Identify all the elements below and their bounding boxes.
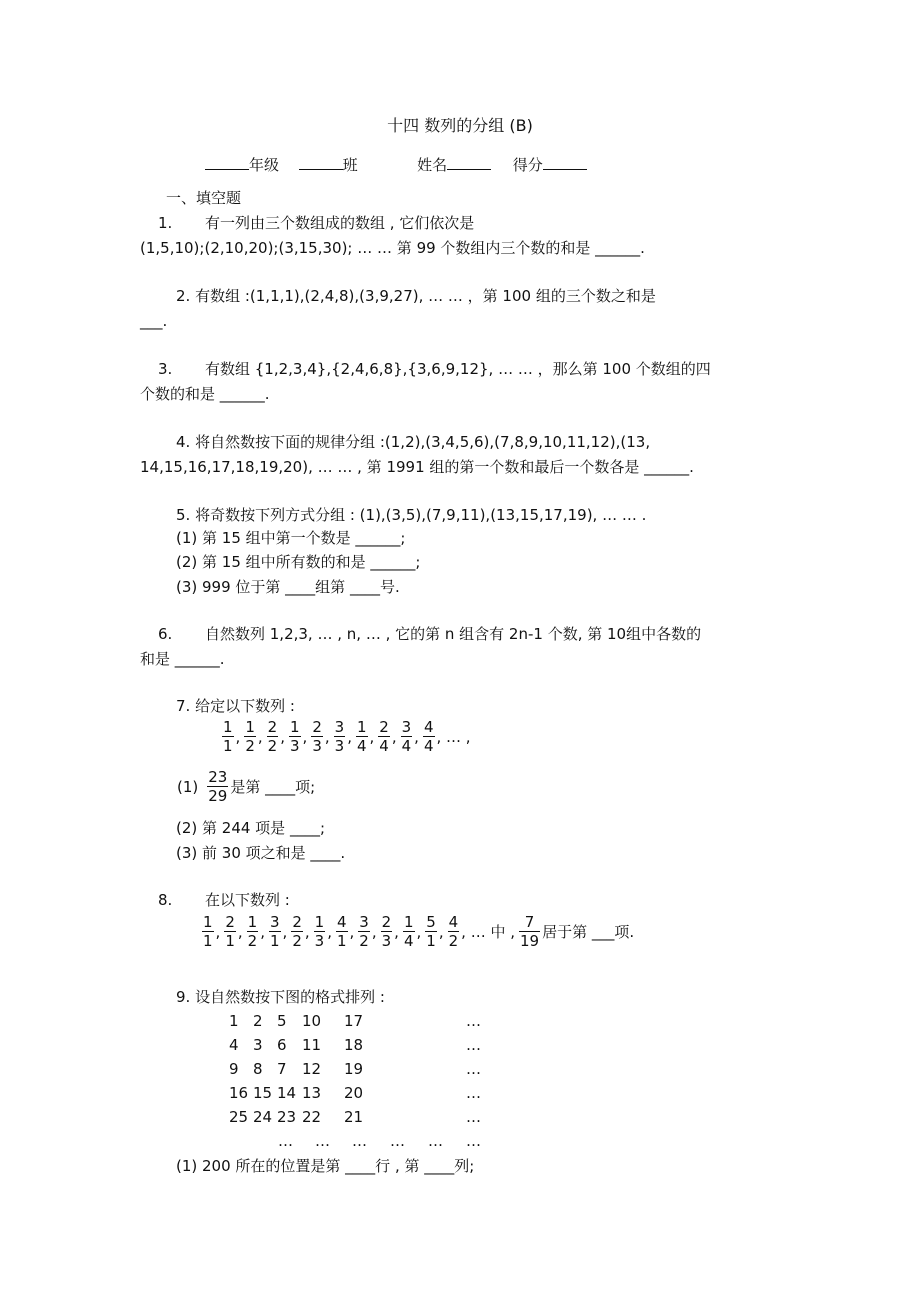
q7-fraction-sequence	[221, 718, 474, 755]
sequence-comma: ,	[282, 922, 288, 941]
q7-term-fraction	[401, 718, 413, 755]
grid-cell: 11	[302, 1036, 322, 1054]
grid-cell: 9	[229, 1060, 239, 1078]
q6-line1: 自然数列 1,2,3, … , n, … , 它的第 n 组含有 2n-1 个数, 第 10组中各数的	[205, 625, 702, 643]
fraction-numerator: 1	[289, 718, 300, 736]
q8-term-fraction	[381, 913, 393, 950]
grid-cell: 25	[229, 1108, 249, 1126]
grid-cell: 20	[344, 1084, 364, 1102]
sequence-comma: ,	[327, 922, 332, 941]
grid-cell: 24	[253, 1108, 273, 1126]
fraction-numerator: 1	[203, 913, 213, 931]
q8-number: 8.	[158, 891, 173, 909]
q7-term-fraction	[423, 718, 435, 755]
sequence-comma: ,	[391, 727, 397, 746]
sequence-comma: ,	[260, 922, 265, 941]
grid-cell: 13	[302, 1084, 322, 1102]
fraction-denominator: 4	[379, 737, 389, 755]
fraction-denominator: 2	[247, 932, 258, 950]
sequence-comma: ,	[369, 727, 375, 746]
fraction-denominator: 1	[225, 932, 235, 950]
fraction-numerator: 3	[401, 718, 412, 736]
q8-term-fraction	[224, 913, 236, 950]
grid-cell: 15	[253, 1084, 273, 1102]
q8-target-fraction	[519, 913, 540, 950]
fraction-denominator: 3	[381, 932, 392, 950]
q7-term-fraction	[356, 718, 368, 755]
fraction-denominator: 3	[312, 737, 322, 755]
sequence-comma: ,	[257, 727, 263, 746]
grid-bottom-ellipsis: …	[278, 1132, 293, 1150]
q8-sequence-mid: , … 中 ,	[461, 923, 515, 941]
sequence-comma: ,	[280, 727, 285, 746]
score-blank[interactable]	[543, 154, 587, 170]
fraction-denominator: 4	[356, 737, 367, 755]
q7-term-fraction	[267, 718, 279, 755]
section-heading: 一、填空题	[166, 189, 242, 207]
q6-number: 6.	[158, 625, 173, 643]
sequence-comma: ,	[237, 922, 243, 941]
q8-sequence-end: 居于第 ___项.	[542, 923, 635, 941]
fraction-denominator: 2	[359, 932, 369, 950]
fraction-numerator: 2	[267, 718, 278, 736]
grid-row-ellipsis: …	[466, 1084, 481, 1102]
fraction-denominator: 3	[289, 737, 300, 755]
fraction-denominator: 1	[426, 932, 436, 950]
fraction-denominator: 3	[314, 932, 325, 950]
name-blank[interactable]	[447, 154, 491, 170]
q3-line1: 有数组 {1,2,3,4},{2,4,6,8},{3,6,9,12}, … … ，那么第 100 个数组的四	[205, 360, 711, 378]
fraction-numerator: 1	[245, 718, 255, 736]
sequence-comma: ,	[371, 922, 377, 941]
fraction-numerator: 4	[336, 913, 347, 931]
q8-term-fraction	[202, 913, 214, 950]
sequence-comma: ,	[394, 922, 399, 941]
fraction-denominator: 1	[223, 737, 233, 755]
fraction-denominator: 1	[336, 932, 347, 950]
grid-cell: 10	[302, 1012, 322, 1030]
q8-fraction-sequence	[201, 913, 637, 950]
q9-number-grid	[0, 1011, 920, 1171]
grid-cell: 23	[277, 1108, 297, 1126]
q9-sub1: (1) 200 所在的位置是第 ____行 , 第 ____列;	[176, 1157, 475, 1175]
q7-term-fraction	[311, 718, 323, 755]
grid-cell: 4	[229, 1036, 239, 1054]
grid-cell: 6	[277, 1036, 287, 1054]
fraction-denominator: 4	[401, 737, 412, 755]
grid-cell: 17	[344, 1012, 364, 1030]
q7-term-fraction	[289, 718, 301, 755]
grade-blank[interactable]	[205, 154, 249, 170]
fraction-numerator: 1	[356, 718, 367, 736]
q1-line1: 有一列由三个数组成的数组 , 它们依次是	[205, 214, 475, 232]
q7-sub1-text: 是第 ____项;	[230, 778, 316, 796]
q7-line1: 7. 给定以下数列 :	[176, 697, 295, 715]
grid-cell: 21	[344, 1108, 364, 1126]
sequence-comma: ,	[438, 922, 444, 941]
grid-cell: 1	[229, 1012, 239, 1030]
grid-row-ellipsis: …	[466, 1060, 481, 1078]
q8-term-fraction	[425, 913, 437, 950]
sequence-comma: ,	[215, 922, 221, 941]
fraction-numerator: 4	[448, 913, 459, 931]
q9-line1: 9. 设自然数按下图的格式排列 :	[176, 988, 385, 1006]
fraction-numerator: 3	[269, 913, 280, 931]
class-blank[interactable]	[299, 154, 343, 170]
grid-cell: 14	[277, 1084, 297, 1102]
grid-bottom-ellipsis: …	[352, 1132, 367, 1150]
q4-line2: 14,15,16,17,18,19,20), … … , 第 1991 组的第一个数和最后一个数各是 ______.	[140, 458, 694, 476]
grid-cell: 2	[253, 1012, 263, 1030]
q7-sub2: (2) 第 244 项是 ____;	[176, 819, 326, 837]
grid-cell: 18	[344, 1036, 364, 1054]
q1-number: 1.	[158, 214, 173, 232]
grid-bottom-ellipsis: …	[390, 1132, 405, 1150]
q8-term-fraction	[336, 913, 348, 950]
q5-sub2: (2) 第 15 组中所有数的和是 ______;	[176, 553, 421, 571]
fraction-numerator: 2	[379, 718, 389, 736]
fraction-denominator: 19	[520, 932, 540, 950]
grid-cell: 12	[302, 1060, 322, 1078]
sequence-comma: ,	[324, 727, 330, 746]
sequence-comma: ,	[304, 922, 310, 941]
q7-term-fraction	[222, 718, 234, 755]
fraction-numerator: 1	[247, 913, 258, 931]
name-label: 姓名	[417, 156, 448, 174]
fraction-denominator: 2	[292, 932, 302, 950]
fraction-denominator: 2	[245, 737, 255, 755]
q7-sub1-fraction	[207, 768, 228, 805]
grid-row-ellipsis: …	[466, 1036, 481, 1054]
grid-cell: 19	[344, 1060, 364, 1078]
q1-line2: (1,5,10);(2,10,20);(3,15,30); … … 第 99 个数组内三个数的和是 ______.	[140, 239, 645, 257]
grade-label: 年级	[249, 156, 280, 174]
fraction-numerator: 1	[403, 913, 414, 931]
sequence-comma: ,	[347, 727, 352, 746]
grid-bottom-ellipsis: …	[428, 1132, 443, 1150]
fraction-numerator: 5	[426, 913, 436, 931]
sequence-comma: ,	[302, 727, 308, 746]
fraction-numerator: 2	[381, 913, 392, 931]
q8-term-fraction	[291, 913, 303, 950]
q2-line2: ___.	[140, 312, 168, 330]
grid-row-ellipsis: …	[466, 1108, 481, 1126]
grid-cell: 5	[277, 1012, 287, 1030]
q5-sub3: (3) 999 位于第 ____组第 ____号.	[176, 578, 400, 596]
grid-cell: 7	[277, 1060, 287, 1078]
q3-number: 3.	[158, 360, 173, 378]
q3-line2: 个数的和是 ______.	[140, 385, 270, 403]
grid-cell: 3	[253, 1036, 263, 1054]
grid-cell: 16	[229, 1084, 249, 1102]
grid-cell: 22	[302, 1108, 322, 1126]
q7-term-fraction	[244, 718, 256, 755]
fraction-numerator: 1	[223, 718, 233, 736]
fraction-denominator: 2	[448, 932, 459, 950]
q7-sub1	[176, 768, 318, 805]
fraction-denominator: 2	[267, 737, 278, 755]
fraction-numerator: 23	[208, 768, 228, 786]
fraction-denominator: 29	[208, 787, 228, 805]
page-title: 十四 数列的分组 (B)	[387, 116, 533, 135]
q6-line2: 和是 ______.	[140, 650, 225, 668]
q8-term-fraction	[247, 913, 259, 950]
q8-term-fraction	[358, 913, 370, 950]
sequence-comma: ,	[235, 727, 241, 746]
q5-sub1: (1) 第 15 组中第一个数是 ______;	[176, 529, 406, 547]
q8-term-fraction	[448, 913, 460, 950]
fraction-denominator: 4	[403, 932, 414, 950]
q5-line1: 5. 将奇数按下列方式分组 : (1),(3,5),(7,9,11),(13,15,17,19), … … .	[176, 506, 647, 524]
grid-cell: 8	[253, 1060, 263, 1078]
fraction-numerator: 1	[314, 913, 325, 931]
q8-term-fraction	[269, 913, 281, 950]
fraction-numerator: 3	[334, 718, 345, 736]
q7-sub3: (3) 前 30 项之和是 ____.	[176, 844, 346, 862]
fraction-numerator: 2	[225, 913, 235, 931]
fraction-numerator: 2	[312, 718, 322, 736]
grid-row-ellipsis: …	[466, 1012, 481, 1030]
fraction-numerator: 7	[519, 913, 540, 932]
q8-line1: 在以下数列 :	[205, 891, 290, 909]
q8-term-fraction	[314, 913, 326, 950]
sequence-comma: ,	[349, 922, 355, 941]
fraction-numerator: 4	[423, 718, 434, 736]
grid-bottom-ellipsis: …	[315, 1132, 330, 1150]
fraction-denominator: 1	[269, 932, 280, 950]
fraction-denominator: 3	[334, 737, 345, 755]
student-info-line	[205, 154, 587, 175]
q7-sequence-tail: , … ,	[436, 727, 471, 746]
q7-term-fraction	[378, 718, 390, 755]
fraction-numerator: 2	[292, 913, 302, 931]
fraction-denominator: 1	[203, 932, 213, 950]
q2-line1: 2. 有数组 :(1,1,1),(2,4,8),(3,9,27), … … ，第 100 组的三个数之和是	[176, 287, 656, 305]
class-label: 班	[342, 156, 358, 174]
q7-term-fraction	[334, 718, 346, 755]
sequence-comma: ,	[414, 727, 419, 746]
q7-sub1-label: (1)	[177, 777, 199, 796]
grid-bottom-ellipsis: …	[466, 1132, 481, 1150]
fraction-numerator: 3	[359, 913, 369, 931]
q8-term-fraction	[403, 913, 415, 950]
sequence-comma: ,	[416, 922, 422, 941]
fraction-denominator: 4	[423, 737, 434, 755]
q4-line1: 4. 将自然数按下面的规律分组 :(1,2),(3,4,5,6),(7,8,9,10,11,12),(13,	[176, 433, 651, 451]
score-label: 得分	[512, 156, 543, 174]
